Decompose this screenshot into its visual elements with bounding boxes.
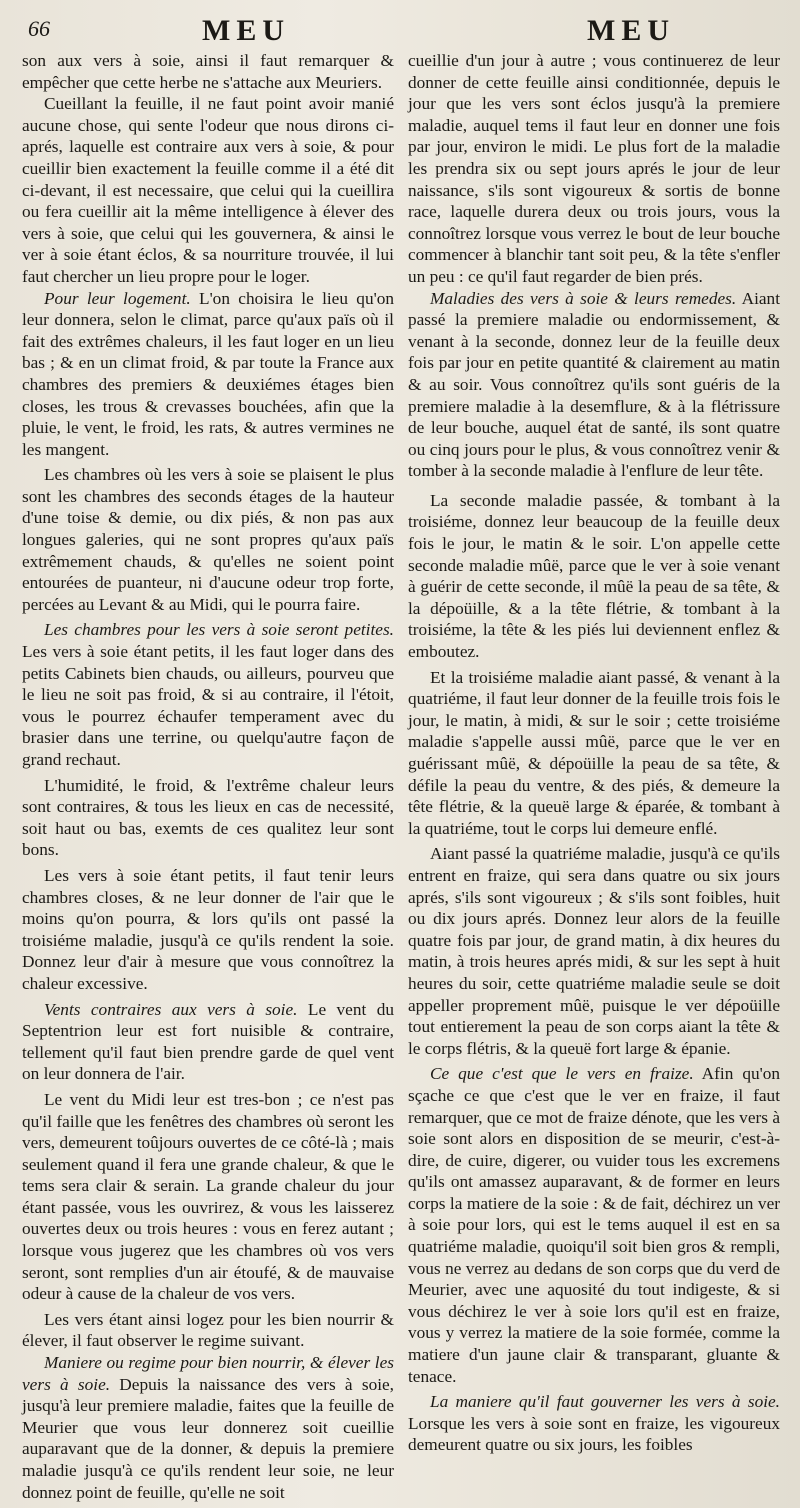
paragraph: cueillie d'un jour à autre ; vous continuerez de leur donner de cette feuille ainsi conditionnée, depuis le jour que les vers sont éclos jusqu'à la premiere maladie, auquel tems il faut leur en donner une fois par jour, environ le midi. Le plus fort de la maladie les prendra six ou sept jours aprés le jour de leur naissance, s'ils sont vigoureux & sortis de bonne race, laquelle durera deux ou trois jours, vous la connoîtrez lorsque vous verrez le bout de leur bouche commencer à blanchir tant soit peu, & la tête s'enfler un peu : ce qu'il faut regarder de bien prés. [408, 51, 780, 286]
running-head-left: MEU [202, 14, 290, 47]
paragraph-text: Le vent du Septentrion leur est fort nuisible & contraire, tellement qu'il faut bien prendre garde de quel vent on leur donnera de l'air. [22, 999, 394, 1084]
paragraph-text: Depuis la naissance des vers à soie, jusqu'à leur premiere maladie, faites que la feuille de Meurier que vous leur donnerez soit cueillie auparavant que de la donner, & depuis la premiere maladie jusqu'à ce qu'ils rendent leur soie, ne leur donnez point de feuille, qu'elle ne soit [22, 1374, 394, 1502]
paragraph [408, 1391, 780, 1456]
paragraph: Les chambres où les vers à soie se plaisent le plus sont les chambres des seconds étages de la hauteur d'une toise & demie, ou dix piés, & non pas aux longues galeries, qui ne sont propres qu'aux païs extrêmement chauds, & qu'elles ne soient point entourées de puanteur, ni d'aucune odeur trop forte, percées au Levant & au Midi, qui le pourra faire. [22, 465, 394, 614]
paragraph: Le vent du Midi leur est tres-bon ; ce n'est pas qu'il faille que les fenêtres des chambres où seront les vers, demeurent toûjours ouvertes de ce côté-là ; mais seulement quand il fera une grande chaleur, & que le tems sera clair & serain. La grande chaleur du jour étant passée, vous les ouvrirez, & vous les laisserez ouvertes deux ou trois heures : vous en ferez autant ; lorsque vous jugerez que les chambres où vos vers seront, sont remplies d'un air étoufé, & de mauvaise odeur à cause de la chaleur de vos vers. [22, 1089, 394, 1304]
left-column [22, 50, 394, 1503]
paragraph: Et la troisiéme maladie aiant passé, & venant à la quatriéme, il faut leur donner de la feuille trois fois le jour, le matin, à midi, & sur le soir ; cette troisiéme maladie s'appelle aussi mûë, parce que le ver en guérissant mûë, & dépoüille la peau de sa tête, & défile la peau du ventre, & des piés, & demeure la tête flétrie, & la queuë large & éparée, & tombant à la quatriéme, tout le corps lui demeure enflé. [408, 667, 780, 838]
paragraph [22, 1352, 394, 1503]
paragraph-text: Les vers à soie étant petits, il les faut loger dans des petits Cabinets bien chauds, ou ailleurs, pourveu que le lieu ne soit pas froid, & si au contraire, il l'étoit, vous le pourrez échaufer temperament avec du brasier dans une terrine, ou quelqu'autre façon de grand rechaut. [22, 642, 394, 769]
paragraph: Cueillant la feuille, il ne faut point avoir manié aucune chose, qui sente l'odeur que nous dirons ci-aprés, laquelle est contraire aux vers à soie, & pour cueillir bien exactement la feuille comme il a été dit ci-devant, il est necessaire, que celui qui la cueillira ou fera cueillir ait la même intelligence à élever des vers à soie, que celui qui les gouvernera, & ainsi le ver à soie étant éclos, & sa nourriture trouvée, il lui faut chercher un lieu propre pour le loger. [22, 94, 394, 286]
paragraph-text: Afin qu'on sçache ce que c'est que le ver en fraize, il faut remarquer, que ce mot de fraize dénote, que les vers à soie sont alors en disposition de se meurir, c'est-à-dire, de cuire, digerer, ou vuider tous les excremens qu'ils ont amassez auparavant, & de former en leurs corps la matiere de la soie : & de fait, déchirez un ver à soie pour lors, qui est le tems auquel il est en sa quatriéme maladie, quoiqu'il soit bien gros & rempli, vous ne verrez au dedans de son corps que du verd de Meurier, avec une aquosité du tout indigeste, & si vous déchirez le ver à soie lors qu'il est en fraize, vous y verrez la matiere de la soie formée, comme la matiere d'un jaune clair & transparant, gluante & tenace. [408, 1064, 780, 1386]
paragraph: L'humidité, le froid, & l'extrême chaleur leurs sont contraires, & tous les lieux en cas de necessité, soit haut ou bas, exemts de ces qualitez leur sont bons. [22, 775, 394, 860]
rubric: Maladies des vers à soie & leurs remedes. [430, 288, 737, 308]
running-head-right: MEU [587, 14, 675, 47]
paragraph: son aux vers à soie, ainsi il faut remarquer & empêcher que cette herbe ne s'attache aux Meuriers. [22, 51, 394, 92]
paragraph [408, 1063, 780, 1387]
rubric: Maniere ou regime pour bien nourrir, & élever les vers à soie. [22, 1353, 394, 1394]
rubric: Ce que c'est que le vers en fraize. [430, 1064, 694, 1084]
paragraph [22, 999, 394, 1085]
page-header [22, 14, 780, 50]
rubric: Les chambres pour les vers à soie seront petites. [44, 620, 394, 640]
rubric: Pour leur logement. [44, 288, 191, 308]
paragraph: Les vers à soie étant petits, il faut tenir leurs chambres closes, & ne leur donner de l'air que le moins qu'on pourra, & lors qu'ils ont passé la troisiéme maladie, jusqu'à ce qu'ils rendent la soie. Donnez leur d'air à mesure que vous connoîtrez la chaleur excessive. [22, 865, 394, 993]
paragraph: Aiant passé la quatriéme maladie, jusqu'à ce qu'ils entrent en fraize, qui sera dans quatre ou six jours aprés, s'ils sont vigoureux ; & s'ils sont foibles, huit ou dix jours aprés. Donnez leur alors de la feuille quatre fois par jour, de grand matin, à dix heures du matin, à trois heures aprés midi, & sur les sept à huit heures du soir, cette quatriéme maladie seule se doit appeller proprement mûë, puisque le ver dépoüille tout entierement la peau de son corps aiant la tête & le corps flétris, & la queuë fort large & épanie. [408, 844, 780, 1058]
rubric: La maniere qu'il faut gouverner les vers à soie. [430, 1392, 780, 1412]
paragraph-text: L'on choisira le lieu qu'on leur donnera, selon le climat, parce qu'aux païs où il fait des extrêmes chaleurs, il les faut loger en un lieu bas ; & en un climat froid, & par toute la France aux chambres des premiers & deuxiémes étages bien closes, les trous & crevasses bouchées, afin que la pluie, le vent, le froid, les rats, & autres vermines ne les mangent. [22, 288, 394, 459]
right-column [408, 50, 780, 1503]
paragraph [408, 288, 780, 482]
paragraph [22, 288, 394, 461]
page-number: 66 [28, 16, 50, 41]
paragraph-text: Lorsque les vers à soie sont en fraize, les vigoureux demeurent quatre ou six jours, les foibles [408, 1413, 780, 1455]
paragraph [22, 619, 394, 770]
text-columns [22, 50, 780, 1503]
paragraph: Les vers étant ainsi logez pour les bien nourrir & élever, il faut observer le regime suivant. [22, 1309, 394, 1351]
rubric: Vents contraires aux vers à soie. [44, 999, 298, 1019]
paragraph-text: Aiant passé la premiere maladie ou endormissement, & venant à la seconde, donnez leur de la feuille deux fois par jour en petite quantité & clairement au matin & au soir. Vous connoîtrez qu'ils sont guéris de la premiere maladie à la desemflure, & à la flétrissure de leur bouche, auquel état de santé, ils sont quatre ou cinq jours pour le plus, & vous connoîtrez venir & tomber à la seconde maladie à l'enflure de leur tête. [408, 288, 780, 481]
paragraph: La seconde maladie passée, & tombant à la troisiéme, donnez leur beaucoup de la feuille deux fois le jour, le matin & le soir. L'on appelle cette seconde maladie mûë, parce que le ver à soie venant à guérir de cette seconde, il mûë la peau de sa tête, & la dépoüille, & a la tête flétrie, & tombant à la troisiéme, la tête & les piés lui deviennent enflez & emboutez. [408, 490, 780, 662]
